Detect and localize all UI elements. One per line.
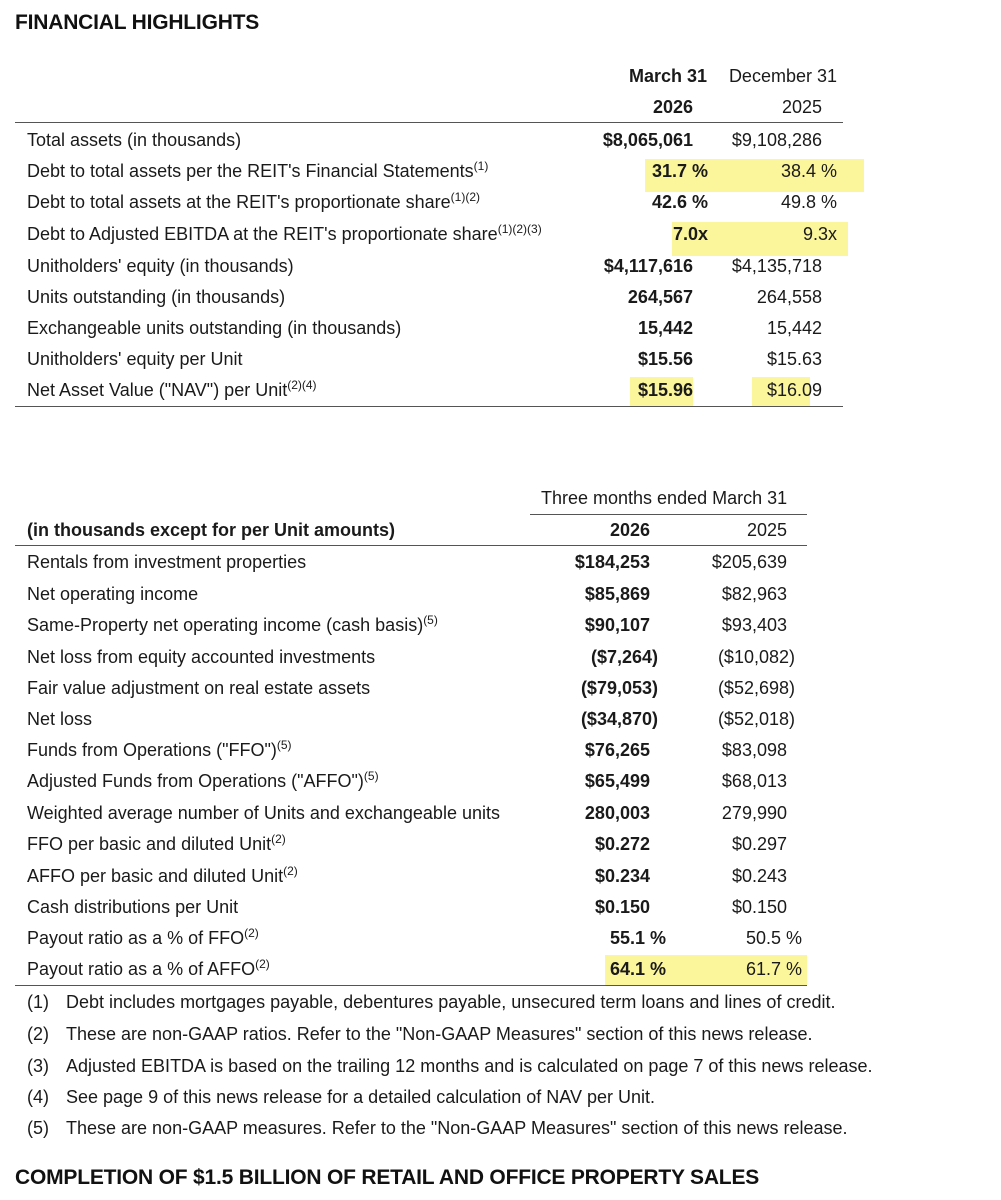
t2-row-value-2026: $0.272: [594, 834, 650, 854]
t2-row-value-2025: 50.5 %: [745, 928, 802, 948]
t2-row-value-2025: ($52,018): [717, 709, 795, 729]
t2-row-value-2026: ($34,870): [580, 709, 658, 729]
footnote-text: Adjusted EBITDA is based on the trailing 12 months and is calculated on page 7 of this news release.: [66, 1056, 873, 1076]
t2-row-label: Net loss from equity accounted investments: [27, 647, 376, 667]
t2-col2-header: 2025: [746, 520, 787, 540]
t2-header-rule: [15, 545, 807, 546]
t2-row-label: Fair value adjustment on real estate assets: [27, 678, 371, 698]
t2-row-label: Funds from Operations ("FFO")$^{(5)}$: [27, 738, 292, 760]
t1-col1-header-line2: 2026: [652, 97, 693, 117]
section-heading-sales: COMPLETION OF $1.5 BILLION OF RETAIL AND OFFICE PROPERTY SALES: [15, 1166, 760, 1189]
t2-row-value-2026: 64.1 %: [609, 959, 666, 979]
t2-row-value-2026: $90,107: [584, 615, 650, 635]
t1-row-value-2025: 49.8 %: [780, 192, 837, 212]
t1-row-value-2025: $4,135,718: [731, 256, 822, 276]
t1-row-value-2026: 7.0x: [672, 224, 708, 244]
t2-row-label: Adjusted Funds from Operations ("AFFO")$^{(5)}$: [27, 769, 379, 791]
t2-row-label: Weighted average number of Units and exchangeable units: [27, 803, 500, 823]
t2-row-value-2026: $0.234: [594, 866, 650, 886]
t1-row-value-2026: $15.56: [637, 349, 693, 369]
t2-row-value-2026: $65,499: [584, 771, 650, 791]
footnote-number: (4): [27, 1087, 49, 1107]
t1-row-value-2025: $16.09: [766, 380, 822, 400]
t2-row-value-2025: $0.297: [731, 834, 787, 854]
t1-col2-header-line1: December 31: [728, 66, 837, 86]
t1-col2-header-line2: 2025: [781, 97, 822, 117]
t2-row-value-2025: $0.150: [731, 897, 787, 917]
footnote-number: (1): [27, 992, 49, 1012]
t1-row-label: Debt to total assets at the REIT's proportionate share$^{(1)(2)}$: [27, 190, 481, 212]
footnote-number: (5): [27, 1118, 49, 1138]
t1-row-value-2026: 15,442: [637, 318, 693, 338]
t1-row-value-2026: 264,567: [627, 287, 693, 307]
t2-row-label: Payout ratio as a % of AFFO$^{(2)}$: [27, 957, 270, 979]
t2-row-value-2025: $82,963: [721, 584, 787, 604]
t1-row-label: Total assets (in thousands): [27, 130, 242, 150]
t1-row-value-2025: 264,558: [756, 287, 822, 307]
t2-row-value-2026: $85,869: [584, 584, 650, 604]
t1-row-value-2025: 9.3x: [802, 224, 837, 244]
t2-label-header: (in thousands except for per Unit amounts): [27, 520, 396, 540]
t1-row-value-2025: 38.4 %: [780, 161, 837, 181]
t2-row-value-2025: 279,990: [721, 803, 787, 823]
t1-row-label: Exchangeable units outstanding (in thousands): [27, 318, 402, 338]
t1-row-label: Unitholders' equity (in thousands): [27, 256, 294, 276]
t2-row-value-2025: $83,098: [721, 740, 787, 760]
t2-row-label: Payout ratio as a % of FFO$^{(2)}$: [27, 926, 259, 948]
t1-row-value-2025: 15,442: [766, 318, 822, 338]
t2-row-label: Rentals from investment properties: [27, 552, 307, 572]
t1-row-value-2026: 31.7 %: [651, 161, 708, 181]
footnote-text: See page 9 of this news release for a detailed calculation of NAV per Unit.: [66, 1087, 656, 1107]
t2-row-value-2026: ($7,264): [590, 647, 658, 667]
t1-row-label: Debt to total assets per the REIT's Financial Statements$^{(1)}$: [27, 159, 489, 181]
t2-row-label: AFFO per basic and diluted Unit$^{(2)}$: [27, 864, 298, 886]
t2-row-value-2025: ($10,082): [717, 647, 795, 667]
t2-row-value-2026: $184,253: [574, 552, 650, 572]
t2-row-value-2025: $0.243: [731, 866, 787, 886]
t2-row-value-2026: $0.150: [594, 897, 650, 917]
t2-row-value-2025: 61.7 %: [745, 959, 802, 979]
t1-row-label: Net Asset Value ("NAV") per Unit$^{(2)(4)}$: [27, 378, 317, 400]
t1-row-label: Unitholders' equity per Unit: [27, 349, 243, 369]
t2-col1-header: 2026: [609, 520, 650, 540]
t2-row-value-2026: ($79,053): [580, 678, 658, 698]
t1-row-value-2026: $15.96: [637, 380, 693, 400]
t2-row-value-2025: $93,403: [721, 615, 787, 635]
t2-bottom-rule: [15, 985, 807, 986]
t2-row-value-2025: $205,639: [711, 552, 787, 572]
t2-row-value-2026: 280,003: [584, 803, 650, 823]
footnote-text: Debt includes mortgages payable, debentures payable, unsecured term loans and lines of credit.: [66, 992, 836, 1012]
t2-row-value-2026: $76,265: [584, 740, 650, 760]
t1-row-label: Debt to Adjusted EBITDA at the REIT's proportionate share$^{(1)(2)(3)}$: [27, 222, 542, 244]
t2-row-label: Net loss: [27, 709, 93, 729]
t1-header-rule: [15, 122, 843, 123]
section-heading: FINANCIAL HIGHLIGHTS: [15, 11, 260, 34]
t2-period-header: Three months ended March 31: [541, 488, 788, 508]
t2-row-value-2026: 55.1 %: [609, 928, 666, 948]
t1-row-value-2026: $8,065,061: [602, 130, 693, 150]
t2-row-value-2025: $68,013: [721, 771, 787, 791]
t2-row-label: Same-Property net operating income (cash basis)$^{(5)}$: [27, 613, 438, 635]
footnote-text: These are non-GAAP measures. Refer to the "Non-GAAP Measures" section of this news release.: [66, 1118, 848, 1138]
t1-row-value-2025: $9,108,286: [731, 130, 822, 150]
footnote-text: These are non-GAAP ratios. Refer to the "Non-GAAP Measures" section of this news release.: [66, 1024, 813, 1044]
footnote-number: (2): [27, 1024, 49, 1044]
t2-row-value-2025: ($52,698): [717, 678, 795, 698]
t2-row-label: Net operating income: [27, 584, 199, 604]
t1-col1-header-line1: March 31: [628, 66, 707, 86]
t1-row-value-2026: $4,117,616: [603, 256, 693, 276]
t2-row-label: Cash distributions per Unit: [27, 897, 239, 917]
t1-row-label: Units outstanding (in thousands): [27, 287, 286, 307]
t1-bottom-rule: [15, 406, 843, 407]
t1-row-value-2025: $15.63: [766, 349, 822, 369]
footnote-number: (3): [27, 1056, 49, 1076]
t2-row-label: FFO per basic and diluted Unit$^{(2)}$: [27, 832, 286, 854]
t2-period-rule: [530, 514, 807, 515]
t1-row-value-2026: 42.6 %: [651, 192, 708, 212]
